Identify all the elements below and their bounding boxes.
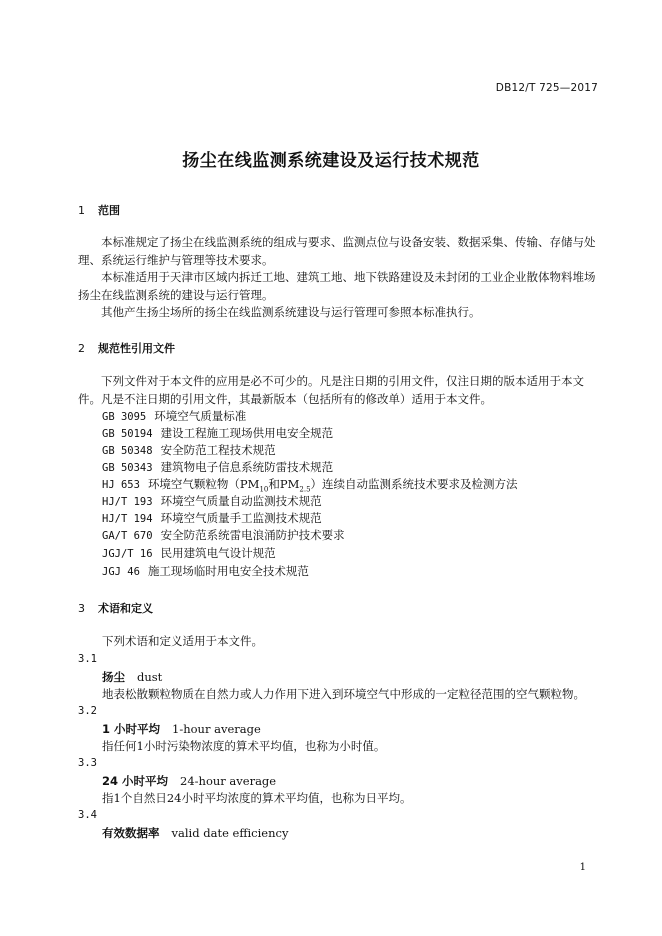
term-definition: 地表松散颗粒物质在自然力或人力作用下进入到环境空气中形成的一定粒径范围的空气颗粒物。 — [102, 687, 585, 701]
scope-paragraph-1: 本标准规定了扬尘在线监测系统的组成与要求、监测点位与设备安装、数据采集、传输、存储与处理、系统运行维护与管理等技术要求。 — [78, 235, 596, 267]
reference-name: 环境空气质量自动监测技术规范 — [160, 494, 322, 508]
terms-intro: 下列术语和定义适用于本文件。 — [102, 634, 263, 648]
term-number: 3.2 — [78, 705, 97, 717]
reference-code: HJ 653 — [102, 479, 140, 491]
references-intro: 下列文件对于本文件的应用是必不可少的。凡是注日期的引用文件，仅注日期的版本适用于本文件。凡是不注日期的引用文件，其最新版本（包括所有的修改单）适用于本文件。 — [78, 374, 584, 406]
term-definition: 指任何1小时污染物浓度的算术平均值，也称为小时值。 — [102, 739, 386, 753]
section-number: 3 — [78, 602, 85, 615]
section-3-heading — [78, 600, 153, 616]
reference-item — [102, 476, 518, 493]
reference-item — [102, 563, 309, 579]
term-heading — [102, 825, 288, 841]
section-title: 范围 — [98, 204, 120, 217]
term-zh: 1 小时平均 — [102, 722, 161, 736]
term-heading — [102, 721, 261, 737]
term-heading — [102, 773, 276, 789]
reference-name: 环境空气颗粒物（$PM_{10}$和$PM_{2.5}$）连续自动监测系统技术要求及检测方法 — [147, 477, 518, 494]
reference-name: 环境空气质量手工监测技术规范 — [160, 511, 322, 525]
reference-code: GB 50194 — [102, 428, 153, 440]
page-number: 1 — [579, 862, 586, 873]
reference-name: 安全防范系统雷电浪涌防护技术要求 — [160, 528, 345, 542]
section-title: 规范性引用文件 — [98, 342, 175, 355]
term-number: 3.4 — [78, 809, 97, 821]
reference-name: 施工现场临时用电安全技术规范 — [147, 564, 309, 578]
reference-name: 环境空气质量标准 — [154, 409, 247, 423]
reference-item — [102, 408, 246, 424]
reference-code: GB 50343 — [102, 462, 153, 474]
term-heading — [102, 669, 162, 685]
scope-paragraph-3: 其他产生扬尘场所的扬尘在线监测系统建设与运行管理可参照本标准执行。 — [101, 305, 481, 319]
section-title: 术语和定义 — [98, 602, 153, 615]
term-en: dust — [137, 670, 163, 684]
section-2-heading — [78, 340, 175, 356]
standard-code: DB12/T 725—2017 — [495, 82, 598, 94]
reference-code: HJ/T 194 — [102, 513, 153, 525]
reference-code: GB 50348 — [102, 445, 153, 457]
reference-item — [102, 510, 322, 526]
term-definition: 指1个自然日24小时平均浓度的算术平均值，也称为日平均。 — [102, 791, 412, 805]
term-number: 3.1 — [78, 653, 97, 665]
reference-code: JGJ 46 — [102, 566, 140, 578]
section-1-heading — [78, 202, 120, 218]
reference-name: 建设工程施工现场供用电安全规范 — [160, 426, 334, 440]
reference-item — [102, 493, 322, 509]
document-title: 扬尘在线监测系统建设及运行技术规范 — [182, 151, 480, 171]
reference-item — [102, 442, 276, 458]
scope-paragraph-2: 本标准适用于天津市区域内拆迁工地、建筑工地、地下铁路建设及未封闭的工业企业散体物料堆场扬尘在线监测系统的建设与运行管理。 — [78, 270, 596, 302]
reference-code: GA/T 670 — [102, 530, 153, 542]
reference-code: HJ/T 193 — [102, 496, 153, 508]
reference-item — [102, 425, 333, 441]
section-number: 2 — [78, 342, 85, 355]
reference-name: 安全防范工程技术规范 — [160, 443, 276, 457]
term-en: valid date efficiency — [171, 826, 289, 840]
reference-code: JGJ/T 16 — [102, 548, 153, 560]
term-en: 24-hour average — [180, 774, 277, 788]
term-zh: 有效数据率 — [102, 826, 160, 840]
reference-name: 建筑物电子信息系统防雷技术规范 — [160, 460, 334, 474]
reference-item — [102, 459, 333, 475]
reference-code: GB 3095 — [102, 411, 147, 423]
term-number: 3.3 — [78, 757, 97, 769]
reference-item — [102, 527, 345, 543]
term-zh: 扬尘 — [102, 670, 125, 684]
section-number: 1 — [78, 204, 85, 217]
reference-item — [102, 545, 276, 561]
term-en: 1-hour average — [172, 722, 261, 736]
term-zh: 24 小时平均 — [102, 774, 169, 788]
reference-name: 民用建筑电气设计规范 — [160, 546, 276, 560]
